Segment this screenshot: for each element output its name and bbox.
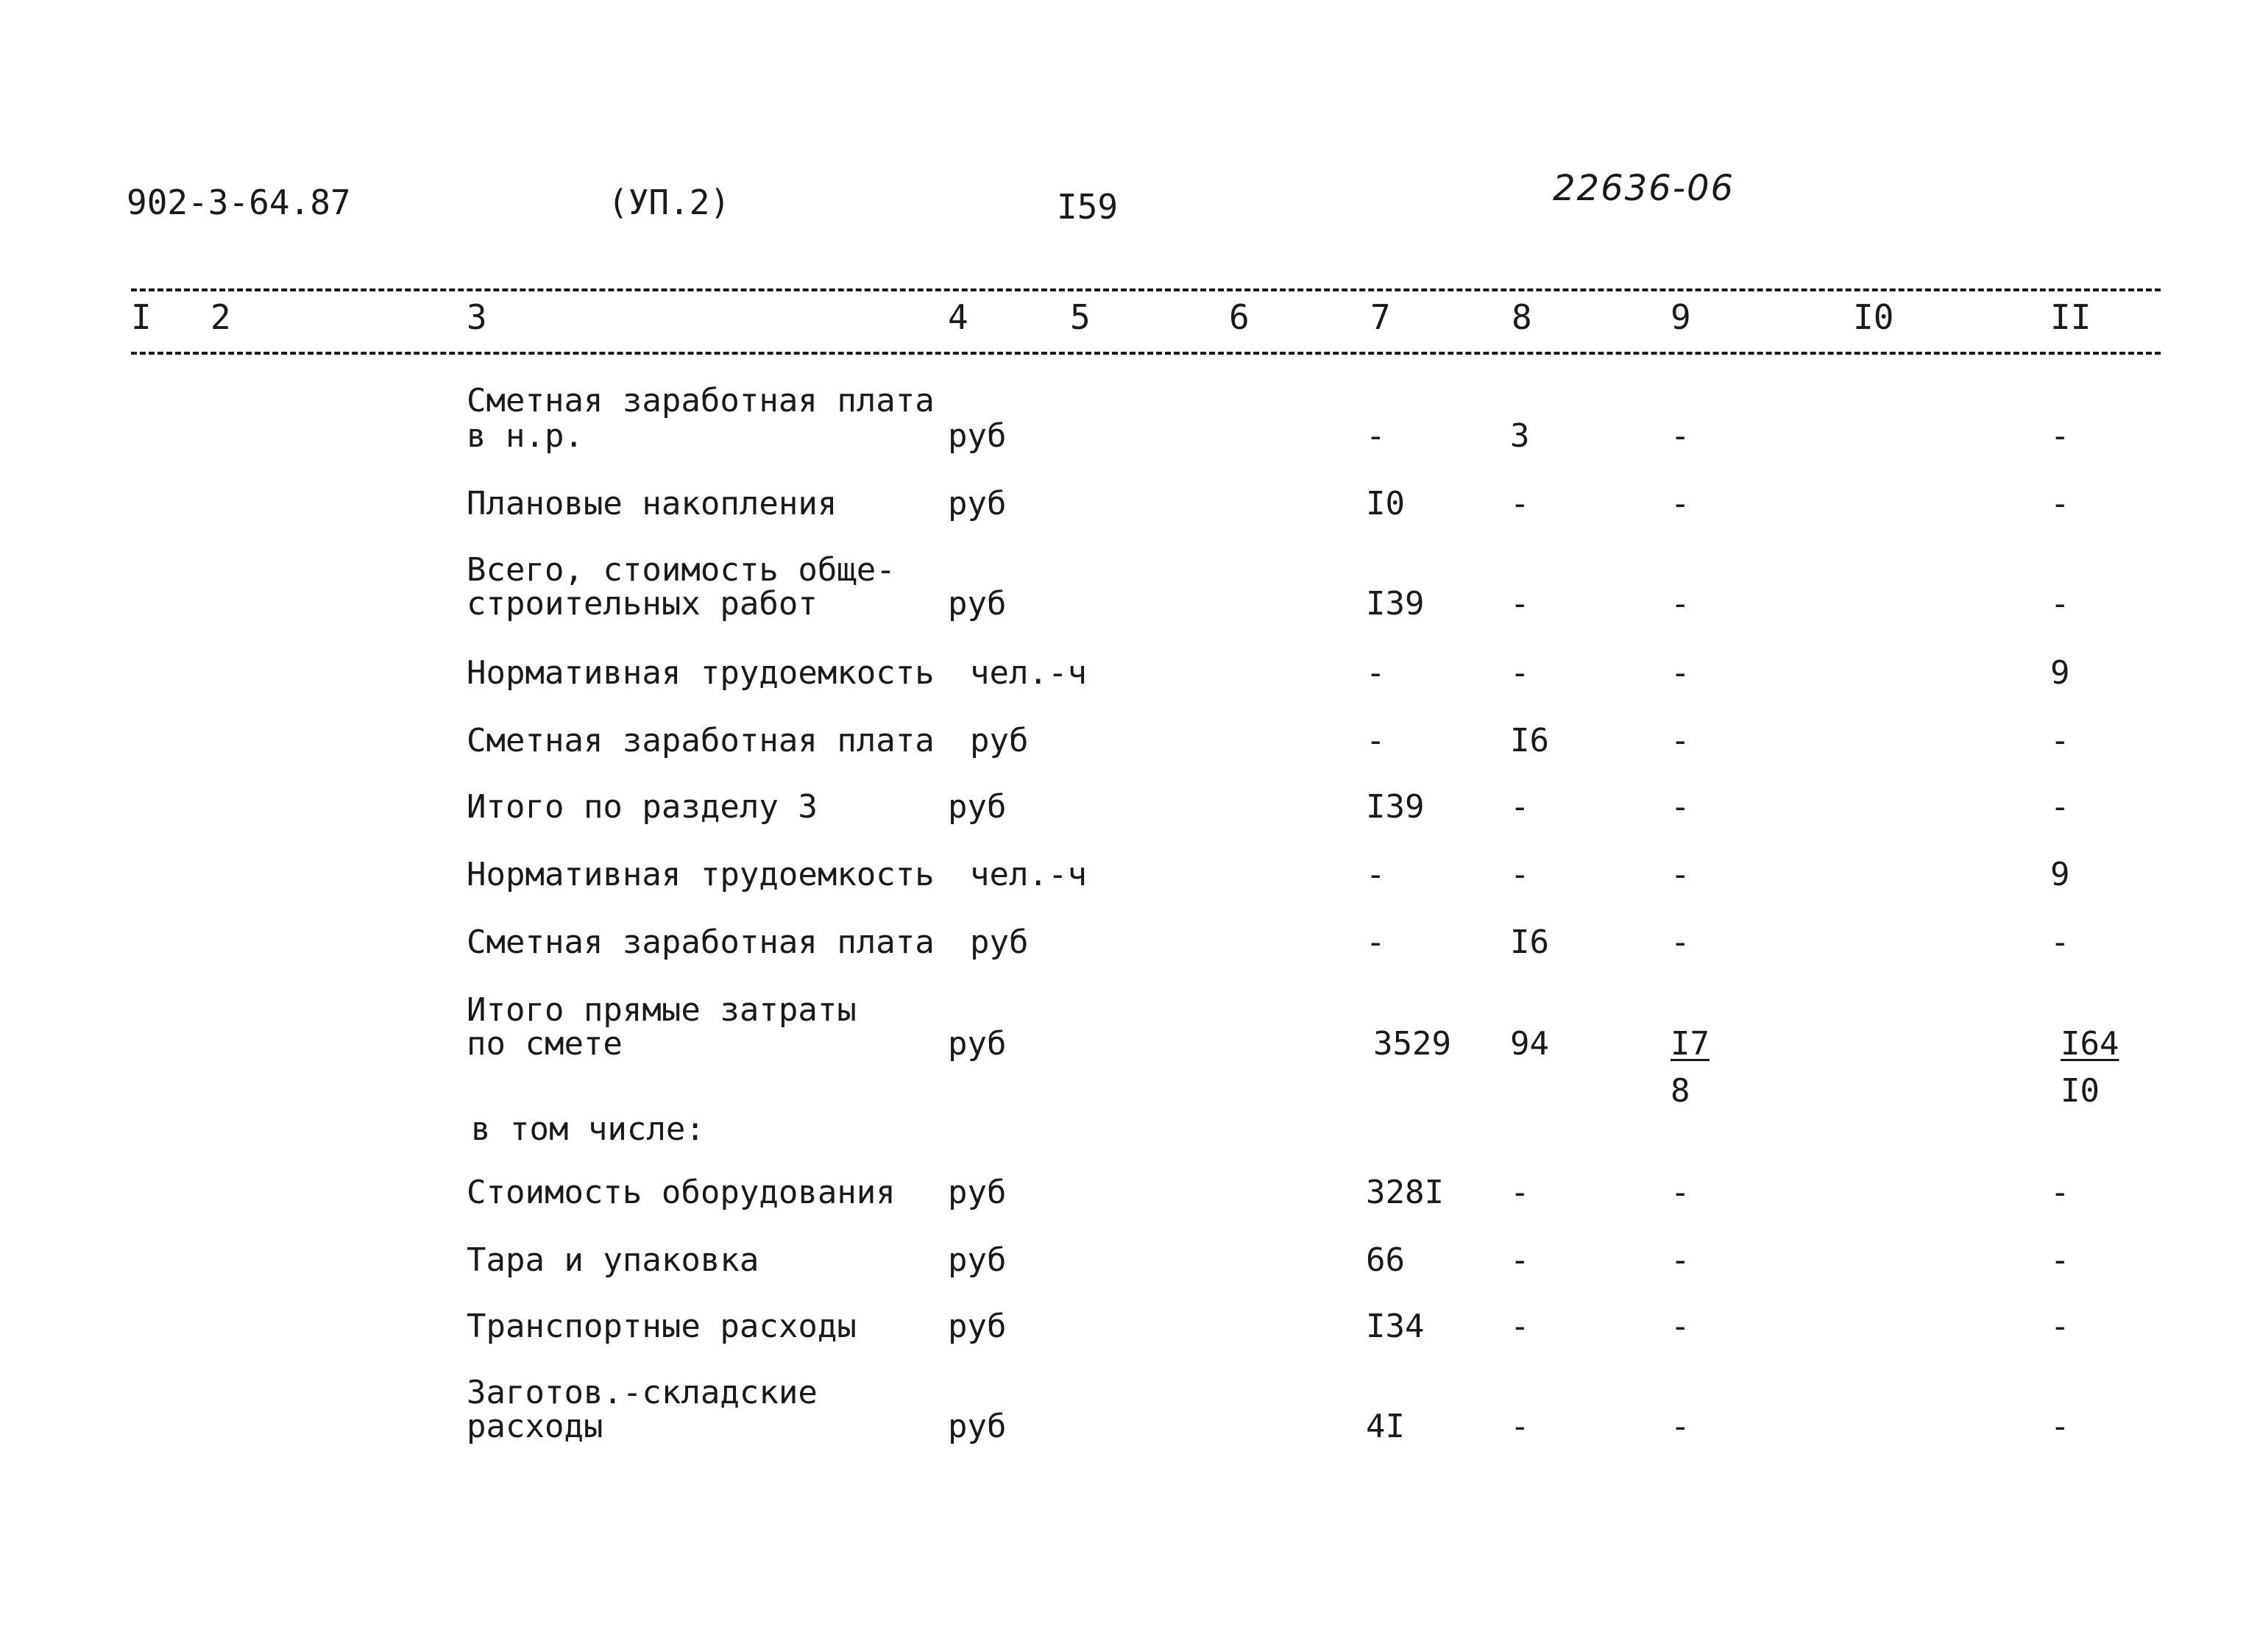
row-col11: -: [2050, 1174, 2070, 1211]
row-col7: I39: [1366, 788, 1425, 826]
row-col8: 3: [1510, 417, 1530, 455]
row-col9: -: [1671, 856, 1690, 893]
row-col9-denominator: 8: [1671, 1072, 1690, 1110]
row-label-cont: строительных работ: [467, 585, 818, 623]
row-label: Заготов.-складские: [467, 1374, 818, 1411]
row-col11-numerator: I64: [2061, 1025, 2119, 1063]
doc-number: 902-3-64.87: [127, 182, 351, 222]
row-unit: чел.-ч: [970, 856, 1087, 893]
column-number-8: 8: [1512, 297, 1532, 337]
row-col11: -: [2050, 485, 2070, 522]
row-unit: руб: [948, 788, 1007, 826]
column-number-11: II: [2050, 297, 2091, 337]
row-label: Тара и упаковка: [467, 1241, 759, 1279]
section-subheading: в том числе:: [471, 1110, 705, 1148]
row-label: Итого по разделу 3: [467, 788, 818, 826]
row-col9: -: [1671, 485, 1690, 522]
row-col7: -: [1366, 924, 1386, 961]
row-col9: -: [1671, 654, 1690, 692]
row-label: Сметная заработная плата: [467, 722, 935, 759]
handwritten-stamp: 22636-06: [1553, 168, 1735, 209]
row-col8: -: [1510, 1408, 1530, 1445]
row-unit: руб: [948, 1308, 1007, 1345]
row-col7: -: [1366, 722, 1386, 759]
row-col8: -: [1510, 1174, 1530, 1211]
row-col9: -: [1671, 1408, 1690, 1445]
row-unit: руб: [948, 417, 1007, 455]
row-col9: -: [1671, 1174, 1690, 1211]
album-label: (УП.2): [608, 182, 731, 222]
top-dashed-rule: [131, 288, 2161, 291]
row-label-cont: в н.р.: [467, 417, 584, 455]
row-col9: -: [1671, 924, 1690, 961]
row-col8: I6: [1510, 722, 1549, 759]
row-col11: -: [2050, 1241, 2070, 1279]
row-col8: -: [1510, 654, 1530, 692]
row-col9: -: [1671, 722, 1690, 759]
row-col8: 94: [1510, 1025, 1549, 1063]
bottom-dashed-rule: [131, 352, 2161, 355]
row-label: Сметная заработная плата: [467, 924, 935, 961]
row-label: Плановые накопления: [467, 485, 837, 522]
row-col8: -: [1510, 585, 1530, 623]
column-number-5: 5: [1070, 297, 1091, 337]
row-col11: -: [2050, 1408, 2070, 1445]
row-col9: -: [1671, 1308, 1690, 1345]
column-number-1: I: [131, 297, 152, 337]
row-unit: руб: [948, 1174, 1007, 1211]
row-col7: I34: [1366, 1308, 1425, 1345]
column-number-3: 3: [467, 297, 487, 337]
row-label: Сметная заработная плата: [467, 382, 935, 419]
row-col8: -: [1510, 856, 1530, 893]
row-col7: I39: [1366, 585, 1425, 623]
row-label: Всего, стоимость обще-: [467, 551, 896, 589]
row-unit: руб: [970, 924, 1029, 961]
row-unit: руб: [970, 722, 1029, 759]
row-label-cont: по смете: [467, 1025, 623, 1063]
row-col7: -: [1366, 654, 1386, 692]
row-label: Стоимость оборудования: [467, 1174, 896, 1211]
row-col7: 328I: [1366, 1174, 1444, 1211]
row-col11: 9: [2050, 856, 2070, 893]
column-number-4: 4: [948, 297, 968, 337]
row-col8: -: [1510, 485, 1530, 522]
row-unit: руб: [948, 1408, 1007, 1445]
row-col11: -: [2050, 1308, 2070, 1345]
row-col7: -: [1366, 417, 1386, 455]
row-col7: -: [1366, 856, 1386, 893]
column-number-10: I0: [1853, 297, 1894, 337]
row-col8: -: [1510, 1308, 1530, 1345]
row-col7: I0: [1366, 485, 1405, 522]
column-number-2: 2: [210, 297, 231, 337]
row-unit: руб: [948, 1241, 1007, 1279]
row-col11: -: [2050, 788, 2070, 826]
column-number-6: 6: [1229, 297, 1250, 337]
column-number-9: 9: [1671, 297, 1691, 337]
row-unit: руб: [948, 1025, 1007, 1063]
row-col9: -: [1671, 788, 1690, 826]
row-label: Нормативная трудоемкость: [467, 654, 935, 692]
row-col11: -: [2050, 417, 2070, 455]
row-unit: руб: [948, 585, 1007, 623]
row-col7: 4I: [1366, 1408, 1405, 1445]
row-label: Транспортные расходы: [467, 1308, 857, 1345]
row-col9: -: [1671, 1241, 1690, 1279]
row-col11: -: [2050, 924, 2070, 961]
row-col9-numerator: I7: [1671, 1025, 1710, 1063]
row-label: Итого прямые затраты: [467, 991, 857, 1029]
row-unit: чел.-ч: [970, 654, 1087, 692]
row-col7: 66: [1366, 1241, 1405, 1279]
row-col8: -: [1510, 1241, 1530, 1279]
row-col9: -: [1671, 585, 1690, 623]
row-col8: -: [1510, 788, 1530, 826]
row-col8: I6: [1510, 924, 1549, 961]
row-unit: руб: [948, 485, 1007, 522]
row-col11: -: [2050, 722, 2070, 759]
page-number: I59: [1057, 187, 1119, 227]
row-label: Нормативная трудоемкость: [467, 856, 935, 893]
column-number-7: 7: [1370, 297, 1391, 337]
row-col9: -: [1671, 417, 1690, 455]
row-col11: 9: [2050, 654, 2070, 692]
row-col11-denominator: I0: [2061, 1072, 2100, 1110]
row-label-cont: расходы: [467, 1408, 603, 1445]
row-col11: -: [2050, 585, 2070, 623]
row-col7: 3529: [1373, 1025, 1451, 1063]
